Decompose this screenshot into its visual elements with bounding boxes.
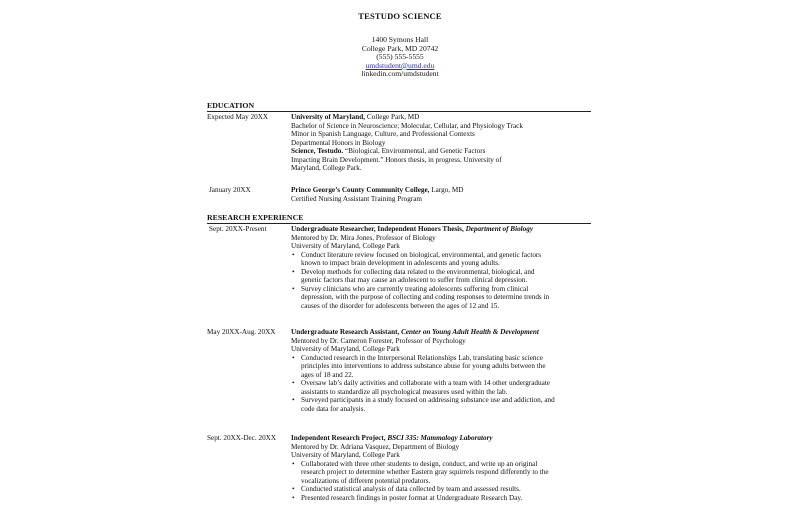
edu-date-1: Expected May 20XX — [207, 113, 269, 121]
school-location: College Park, MD — [365, 113, 420, 121]
bullet-line: Develop methods for collecting data related to the environmental, biological, and — [301, 267, 535, 276]
mentor: Mentored by Dr. Adriana Vasquez, Department of Biology — [291, 442, 460, 451]
minor: Minor in Spanish Language, Culture, and Professional Contexts — [291, 130, 475, 138]
thesis-line: “Biological, Environmental, and Genetic Factors — [343, 147, 486, 155]
education-divider — [207, 111, 591, 112]
bullet-list — [291, 460, 591, 503]
bullet-line: depression, with the purpose of collecting and coding responses to determine trends in — [301, 293, 550, 301]
bullet-icon: • — [292, 485, 295, 493]
program: Certified Nursing Assistant Training Program — [291, 194, 422, 203]
edu-entry-1 — [291, 113, 591, 173]
thesis-line: Maryland, College Park. — [291, 164, 362, 172]
bullet-item — [292, 493, 591, 503]
place: University of Maryland, College Park — [291, 242, 400, 250]
mentor: Mentored by Dr. Mira Jones, Professor of Biology — [291, 233, 436, 242]
bullet-line: Conducted statistical analysis of data collected by team and assessed results. — [301, 485, 521, 493]
role-org: BSCI 335: Mammalogy Laboratory — [387, 434, 493, 442]
address-line-2: College Park, MD 20742 — [361, 43, 439, 53]
bullet-line: genetic factors that may cause an adolescent to suffer from clinical depression. — [301, 276, 528, 284]
bullet-icon: • — [292, 379, 295, 387]
linkedin: linkedin.com/umdstudent — [361, 69, 439, 79]
bullet-list — [291, 354, 591, 414]
role-org: Center on Young Adult Health & Development — [401, 328, 539, 336]
bullet-line: vocalizations of different potential predators. — [301, 476, 431, 485]
bullet-item — [292, 353, 591, 380]
bullet-item — [292, 267, 591, 285]
bullet-line: causes of the disorder for adolescents between the ages of 12 and 15. — [301, 301, 500, 310]
edu-date-2: January 20XX — [209, 186, 251, 194]
resume-name: TESTUDO SCIENCE — [358, 11, 442, 21]
bullet-line: Conduct literature review focused on biological, environmental, and genetic factors — [301, 250, 542, 259]
bullet-icon: • — [292, 353, 295, 362]
school-location: Largo, MD — [429, 186, 464, 194]
place: University of Maryland, College Park — [291, 345, 400, 353]
thesis-author: Science, Testudo. — [291, 147, 344, 155]
research-date-3: Sept. 20XX-Dec. 20XX — [207, 434, 277, 442]
email-link[interactable]: umdstudent@umd.edu — [365, 60, 435, 70]
place: University of Maryland, College Park — [291, 451, 400, 459]
bullet-line: principles into interventions to address substance abuse for young adults between the — [301, 362, 546, 370]
research-heading: RESEARCH EXPERIENCE — [207, 213, 304, 222]
research-entry-1 — [291, 225, 591, 310]
research-divider — [207, 223, 591, 224]
bullet-line: Conducted research in the Interpersonal Relationships Lab, translating basic science — [301, 353, 543, 362]
phone: (555) 555-5555 — [376, 52, 424, 62]
bullet-line: ages of 18 and 22. — [301, 370, 354, 379]
bullet-item — [292, 485, 591, 494]
school-name: Prince George’s County Community College, — [291, 186, 430, 194]
bullet-line: code data for analysis. — [301, 404, 366, 413]
bullet-line: Oversaw lab’s daily activities and collaborate with a team with 14 other undergraduate — [301, 379, 550, 387]
education-heading: EDUCATION — [207, 101, 255, 110]
bullet-icon: • — [292, 250, 295, 259]
degree: Bachelor of Science in Neuroscience; Molecular, Cellular, and Physiology Track — [291, 121, 523, 130]
bullet-line: Presented research findings in poster format at Undergraduate Research Day. — [301, 493, 523, 502]
role-title: Undergraduate Research Assistant, — [291, 328, 402, 336]
bullet-line: assistants to standardize all psychological measures used within the lab. — [301, 387, 508, 396]
edu-entry-2 — [291, 186, 591, 203]
research-date-2: May 20XX-Aug. 20XX — [207, 328, 276, 336]
bullet-line: Surveyed participants in a study focused on addressing substance use and addiction, and — [301, 396, 555, 404]
role-title: Undergraduate Researcher, Independent Honors Thesis, — [291, 225, 466, 233]
bullet-list — [291, 251, 591, 311]
bullet-item — [292, 379, 591, 396]
bullet-icon: • — [292, 459, 295, 468]
bullet-item — [292, 284, 591, 311]
mentor: Mentored by Dr. Cameron Forester, Professor of Psychology — [291, 336, 466, 345]
thesis-line: Impacting Brain Development.” Honors thesis, in progress. University of — [291, 155, 502, 164]
role-title: Independent Research Project, — [291, 434, 388, 442]
bullet-line: known to impact brain development in adolescents and young adults. — [301, 259, 500, 267]
bullet-icon: • — [292, 267, 295, 276]
bullet-line: research project to determine whether Eastern gray squirrels respond differently to the — [301, 468, 549, 476]
research-date-1: Sept. 20XX-Present — [209, 225, 267, 233]
honors: Departmental Honors in Biology — [291, 138, 386, 147]
address-line-1: 1400 Symons Hall — [371, 35, 429, 44]
role-org: Department of Biology — [465, 225, 534, 233]
contact-block — [0, 36, 800, 79]
bullet-icon: • — [292, 284, 295, 293]
bullet-icon: • — [292, 396, 295, 404]
bullet-item — [292, 250, 591, 268]
research-entry-2 — [291, 328, 591, 413]
research-entry-3 — [291, 434, 591, 502]
bullet-item — [292, 459, 591, 486]
bullet-icon: • — [292, 493, 295, 502]
bullet-line: Collaborated with three other students to design, conduct, and write up an original — [301, 459, 538, 468]
bullet-line: Survey clinicians who are currently treating adolescents suffering from clinical — [301, 284, 529, 293]
bullet-item — [292, 396, 591, 413]
school-name: University of Maryland, — [291, 113, 366, 121]
